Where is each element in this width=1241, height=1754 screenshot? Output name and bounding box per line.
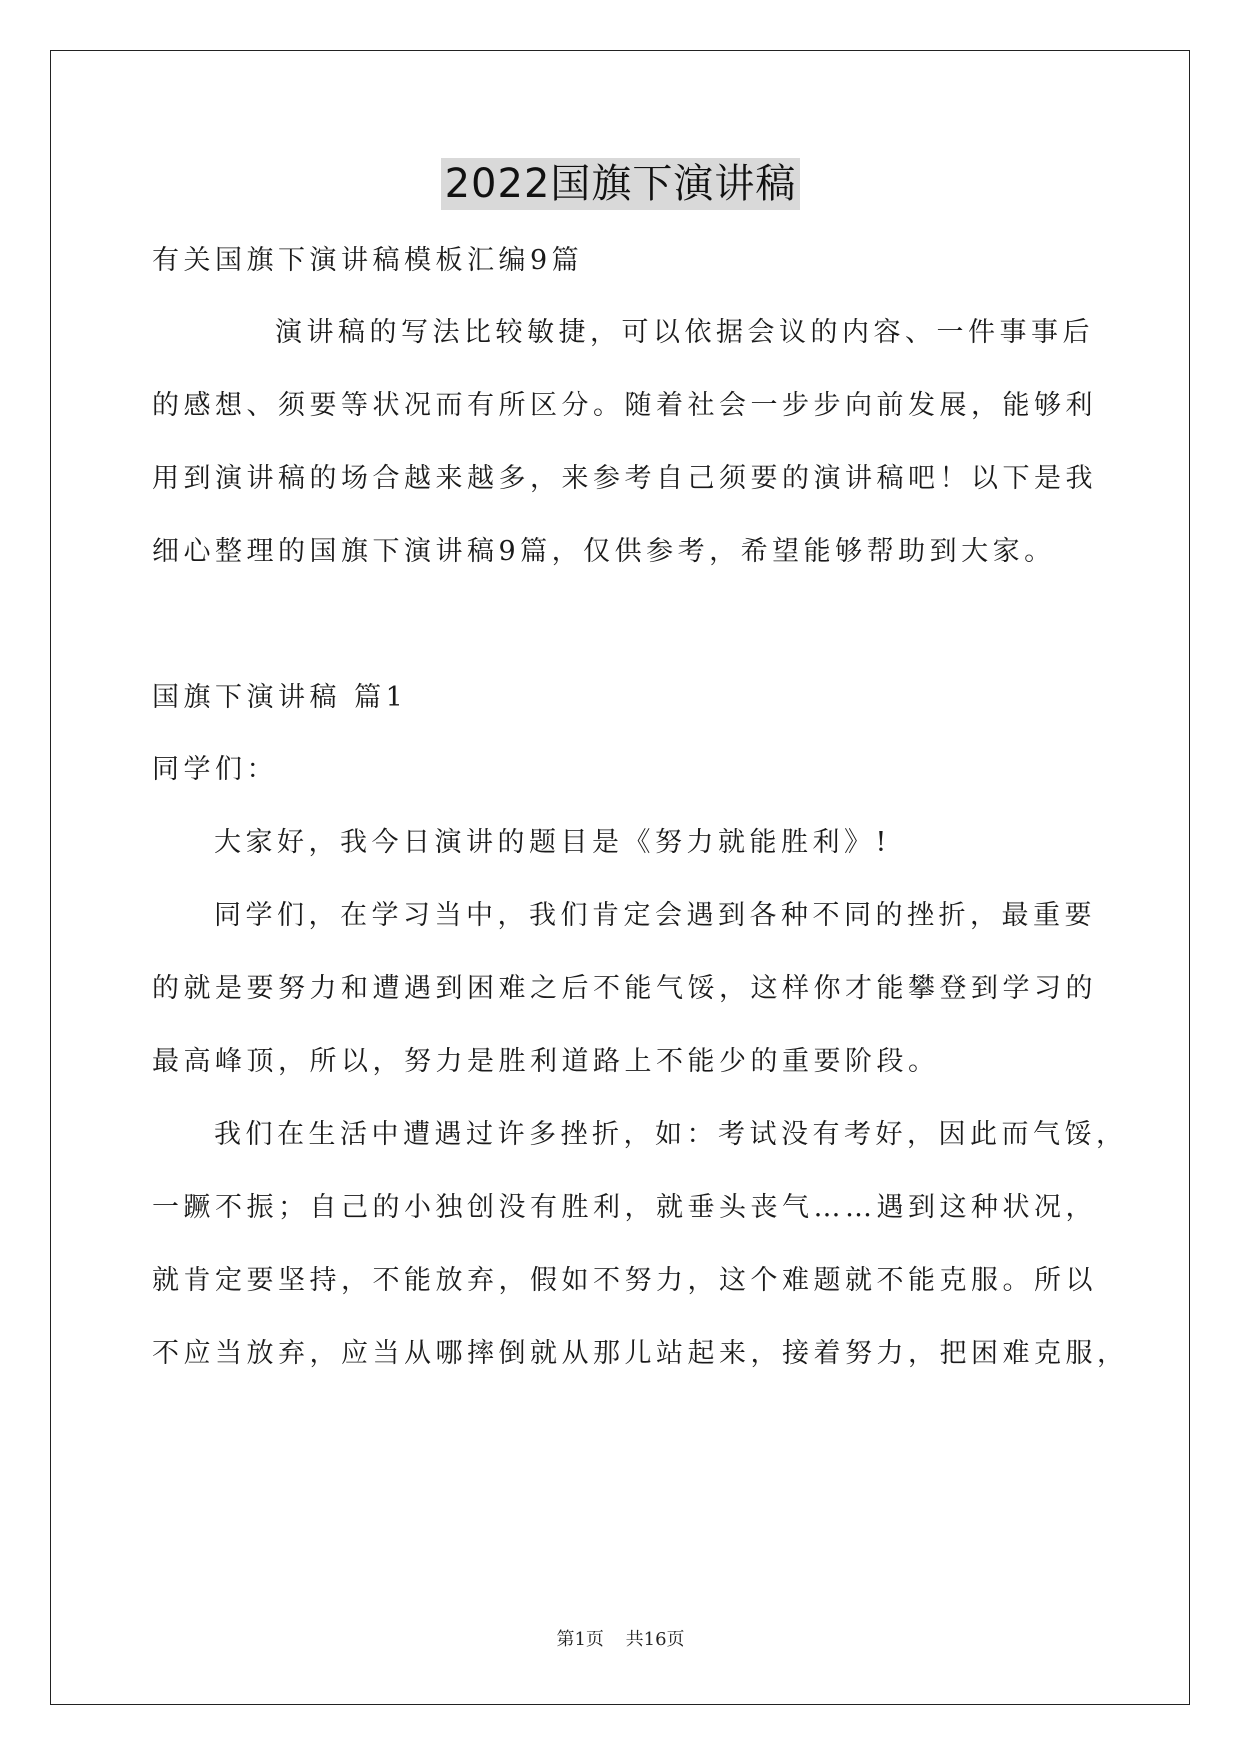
- body-line-6: 一蹶不振；自己的小独创没有胜利，就垂头丧气……遇到这种状况，: [152, 1192, 1097, 1223]
- body-line-3: 的就是要努力和遭遇到困难之后不能气馁，这样你才能攀登到学习的: [152, 973, 1097, 1004]
- intro-line-2: 的感想、须要等状况而有所区分。随着社会一步步向前发展，能够利: [152, 390, 1097, 421]
- body-line-1: 大家好，我今日演讲的题目是《努力就能胜利》!: [214, 827, 891, 858]
- body-line-5: 我们在生活中遭遇过许多挫折，如：考试没有考好，因此而气馁，: [214, 1119, 1128, 1150]
- intro-line-3: 用到演讲稿的场合越来越多，来参考自己须要的演讲稿吧！以下是我: [152, 463, 1097, 494]
- page-number: 第1页: [556, 1629, 604, 1650]
- body-line-8: 不应当放弃，应当从哪摔倒就从那儿站起来，接着努力，把困难克服，: [152, 1338, 1129, 1369]
- body-line-2: 同学们，在学习当中，我们肯定会遇到各种不同的挫折，最重要: [214, 900, 1096, 931]
- page-border: [50, 50, 1190, 1705]
- section-heading: 国旗下演讲稿 篇1: [152, 682, 408, 713]
- body-line-7: 就肯定要坚持，不能放弃，假如不努力，这个难题就不能克服。所以: [152, 1265, 1097, 1296]
- document-title: 2022国旗下演讲稿: [441, 158, 801, 210]
- page-total: 共16页: [625, 1629, 685, 1650]
- body-line-4: 最高峰顶，所以，努力是胜利道路上不能少的重要阶段。: [152, 1046, 940, 1077]
- intro-line-4: 细心整理的国旗下演讲稿9篇，仅供参考，希望能够帮助到大家。: [152, 536, 1056, 567]
- intro-line-1: 演讲稿的写法比较敏捷，可以依据会议的内容、一件事事后: [275, 317, 1094, 348]
- salutation: 同学们：: [152, 754, 278, 785]
- title-container: [0, 158, 1241, 210]
- subtitle: 有关国旗下演讲稿模板汇编9篇: [152, 245, 584, 276]
- page-footer: [0, 1625, 1241, 1651]
